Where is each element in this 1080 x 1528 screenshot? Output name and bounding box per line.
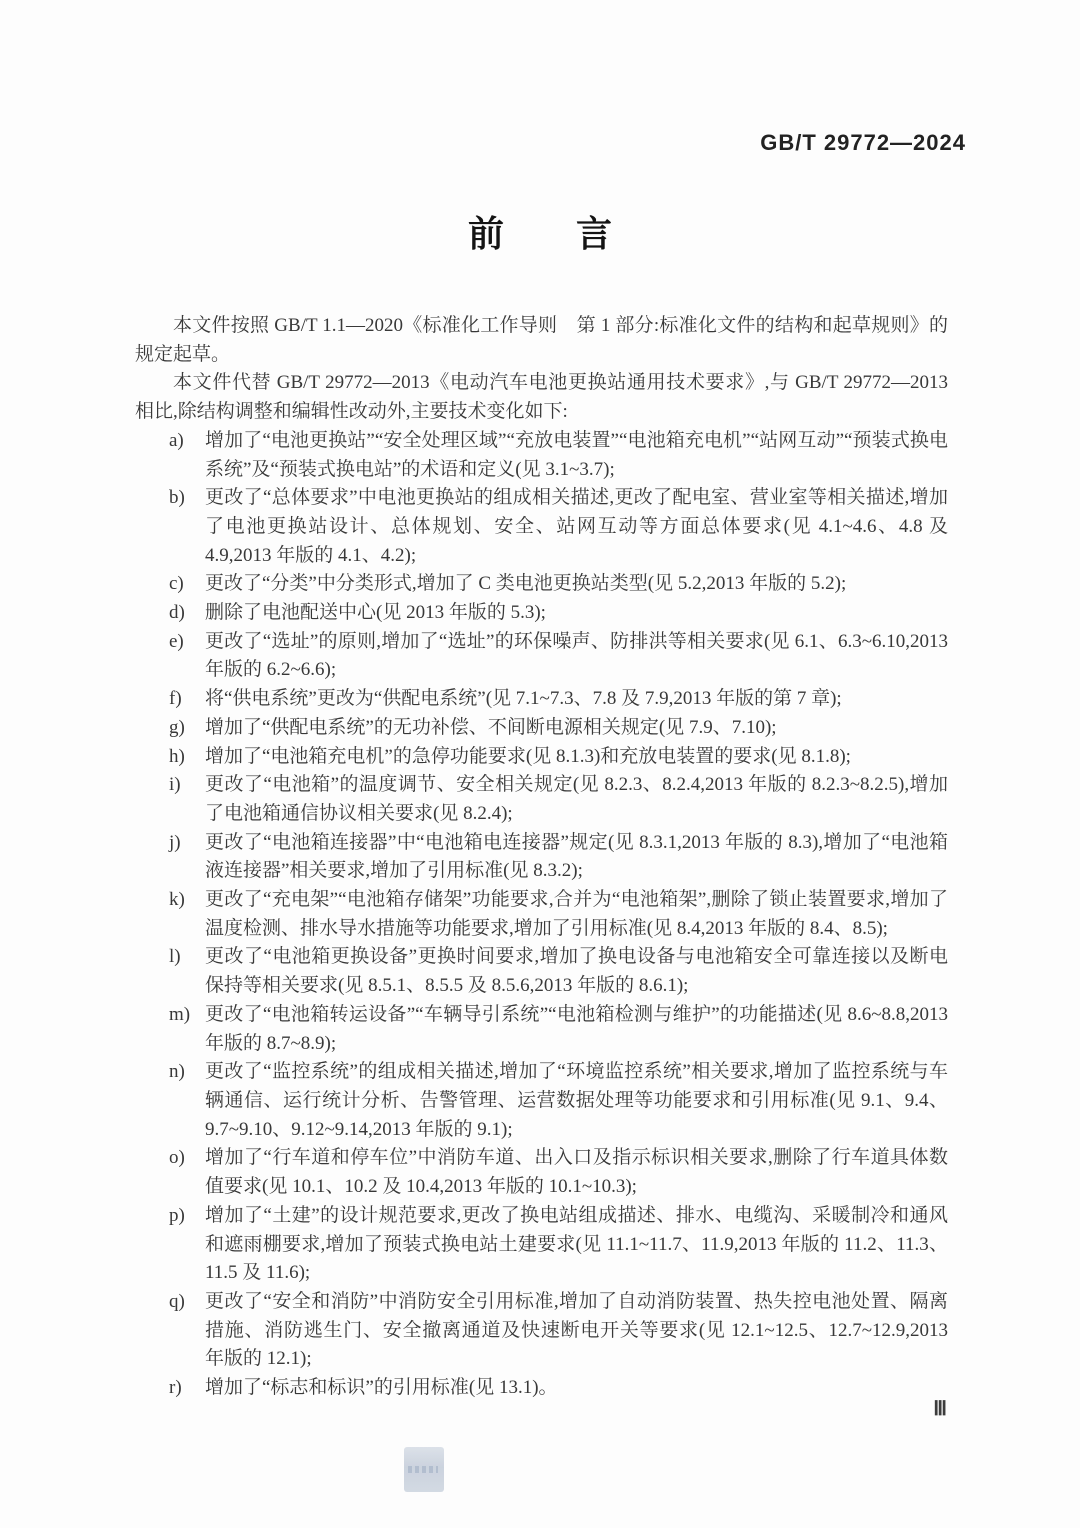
change-item-text: 将“供电系统”更改为“供配电系统”(见 7.1~7.3、7.8 及 7.9,2013 年版的第 7 章); xyxy=(205,688,842,710)
change-item xyxy=(135,886,948,943)
change-item xyxy=(135,570,948,599)
change-item-label: q) xyxy=(169,1290,185,1312)
change-item-label: l) xyxy=(169,946,181,968)
change-item xyxy=(135,1144,948,1201)
change-item-label: d) xyxy=(169,602,185,624)
intro-paragraph-1: 本文件按照 GB/T 1.1—2020《标准化工作导则 第 1 部分:标准化文件的结构和起草规则》的规定起草。 xyxy=(135,315,948,365)
change-item-label: m) xyxy=(169,1003,191,1025)
change-item-text: 更改了“电池箱转运设备”“车辆导引系统”“电池箱检测与维护”的功能描述(见 8.6~8.8,2013 年版的 8.7~8.9); xyxy=(205,1003,948,1054)
change-item xyxy=(135,685,948,714)
change-item-text: 更改了“分类”中分类形式,增加了 C 类电池更换站类型(见 5.2,2013 年版的 5.2); xyxy=(205,573,847,595)
change-item-text: 更改了“监控系统”的组成相关描述,增加了“环境监控系统”相关要求,增加了监控系统与车辆通信、运行统计分析、告警管理、运营数据处理等功能要求和引用标准(见 9.1、9.4、9.7~9.10、9.12~9.14,2013 年版的 9.1); xyxy=(205,1061,948,1140)
change-item xyxy=(135,1202,948,1288)
change-item-text: 增加了“土建”的设计规范要求,更改了换电站组成描述、排水、电缆沟、采暖制冷和通风和遮雨棚要求,增加了预装式换电站土建要求(见 11.1~11.7、11.9,2013 年版的 11.2、11.3、11.5 及 11.6); xyxy=(205,1204,948,1284)
change-item-text: 增加了“电池更换站”“安全处理区域”“充放电装置”“电池箱充电机”“站网互动”“预装式换电系统”及“预装式换电站”的术语和定义(见 3.1~3.7); xyxy=(205,429,948,480)
change-item-text: 更改了“电池箱连接器”中“电池箱电连接器”规定(见 8.3.1,2013 年版的 8.3),增加了“电池箱液连接器”相关要求,增加了引用标准(见 8.3.2); xyxy=(205,831,948,882)
standard-number: GB/T 29772—2024 xyxy=(760,130,966,155)
change-item-text: 增加了“供配电系统”的无功补偿、不间断电源相关规定(见 7.9、7.10); xyxy=(205,716,777,738)
change-item-text: 更改了“总体要求”中电池更换站的组成相关描述,更改了配电室、营业室等相关描述,增加了电池更换站设计、总体规划、安全、站网互动等方面总体要求(见 4.1~4.6、4.8 及 4.9,2013 年版的 4.1、4.2); xyxy=(205,487,948,566)
change-item-text: 增加了“电池箱充电机”的急停功能要求(见 8.1.3)和充放电装置的要求(见 8.1.8); xyxy=(205,745,851,767)
change-item-label: e) xyxy=(169,630,184,652)
change-item xyxy=(135,1374,948,1403)
change-item xyxy=(135,1058,948,1144)
change-item-text: 增加了“标志和标识”的引用标准(见 13.1)。 xyxy=(205,1377,558,1399)
change-item-label: g) xyxy=(169,716,185,738)
change-item xyxy=(135,714,948,743)
change-item-text: 更改了“充电架”“电池箱存储架”功能要求,合并为“电池箱架”,删除了锁止装置要求,增加了温度检测、排水导水措施等功能要求,增加了引用标准(见 8.4,2013 年版的 8.4、8.5); xyxy=(205,889,948,939)
change-item-label: f) xyxy=(169,688,182,710)
page-title: 前 言 xyxy=(467,214,612,254)
change-item xyxy=(135,1288,948,1374)
change-item-label: o) xyxy=(169,1147,185,1169)
change-item-text: 更改了“电池箱更换设备”更换时间要求,增加了换电设备与电池箱安全可靠连接以及断电保持等相关要求(见 8.5.1、8.5.5 及 8.5.6,2013 年版的 8.6.1); xyxy=(205,946,948,997)
change-item-text: 更改了“选址”的原则,增加了“选址”的环保噪声、防排洪等相关要求(见 6.1、6.3~6.10,2013 年版的 6.2~6.6); xyxy=(205,630,948,681)
change-item-label: a) xyxy=(169,429,184,451)
change-item xyxy=(135,1001,948,1058)
change-item xyxy=(135,599,948,628)
change-item-text: 更改了“安全和消防”中消防安全引用标准,增加了自动消防装置、热失控电池处置、隔离措施、消防逃生门、安全撤离通道及快速断电开关等要求(见 12.1~12.5、12.7~12.9,2013 年版的 12.1); xyxy=(205,1290,948,1370)
page-number: Ⅲ xyxy=(933,1398,947,1420)
change-item xyxy=(135,943,948,1000)
document-body xyxy=(135,312,948,1403)
change-item xyxy=(135,484,948,570)
change-item-label: i) xyxy=(169,774,181,796)
change-item-text: 增加了“行车道和停车位”中消防车道、出入口及指示标识相关要求,删除了行车道具体数值要求(见 10.1、10.2 及 10.4,2013 年版的 10.1~10.3); xyxy=(205,1147,948,1198)
change-item-label: k) xyxy=(169,889,185,911)
change-item xyxy=(135,427,948,484)
changes-list xyxy=(135,427,948,1403)
change-item xyxy=(135,829,948,886)
change-item-label: h) xyxy=(169,745,185,767)
change-item-label: r) xyxy=(169,1377,182,1399)
change-item-label: j) xyxy=(169,831,181,853)
change-item-label: b) xyxy=(169,487,185,509)
change-item xyxy=(135,771,948,828)
change-item xyxy=(135,743,948,772)
change-item-label: c) xyxy=(169,573,184,595)
change-item-text: 删除了电池配送中心(见 2013 年版的 5.3); xyxy=(205,602,546,624)
intro-paragraph-2: 本文件代替 GB/T 29772—2013《电动汽车电池更换站通用技术要求》,与 GB/T 29772—2013 相比,除结构调整和编辑性改动外,主要技术变化如下: xyxy=(135,372,948,423)
publisher-watermark-icon xyxy=(404,1447,444,1492)
change-item-label: n) xyxy=(169,1061,185,1083)
change-item-text: 更改了“电池箱”的温度调节、安全相关规定(见 8.2.3、8.2.4,2013 年版的 8.2.3~8.2.5),增加了电池箱通信协议相关要求(见 8.2.4); xyxy=(205,774,948,824)
change-item xyxy=(135,628,948,685)
change-item-label: p) xyxy=(169,1204,185,1226)
